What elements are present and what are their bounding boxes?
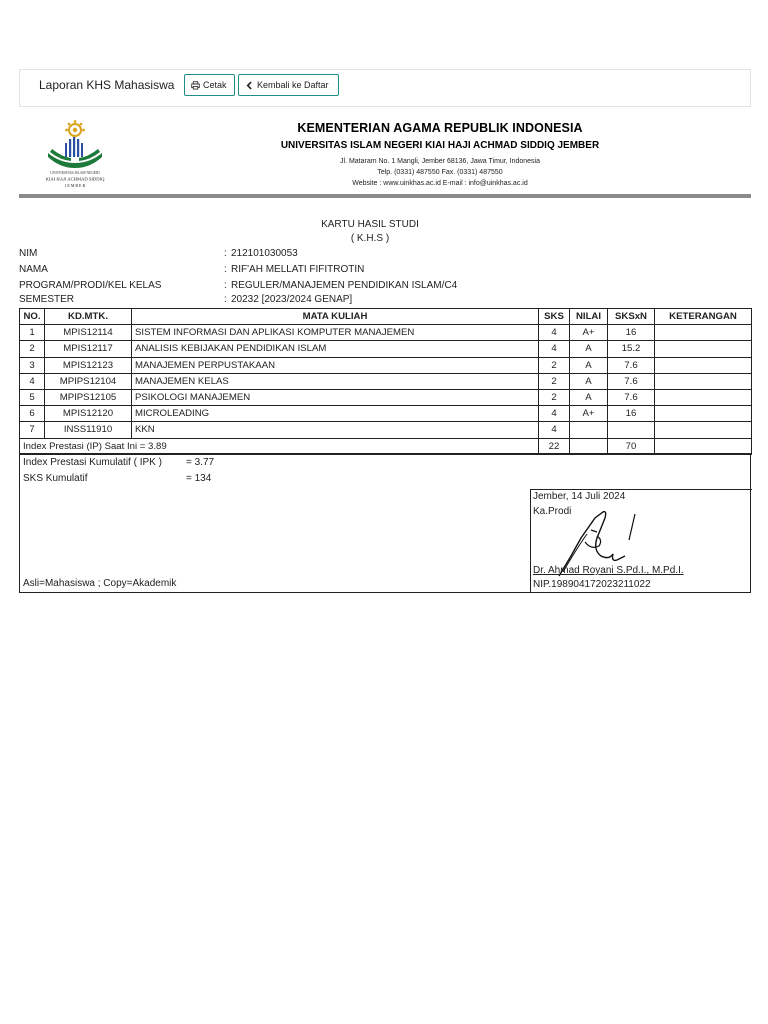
- cell-note: [655, 357, 752, 373]
- cell-no: 4: [20, 373, 45, 389]
- nim-colon: :: [224, 248, 227, 259]
- cell-sks: 2: [539, 389, 570, 405]
- chevron-left-icon: [245, 81, 254, 90]
- ip-semester: Index Prestasi (IP) Saat Ini = 3.89: [20, 438, 539, 454]
- cell-no: 3: [20, 357, 45, 373]
- name-colon: :: [224, 264, 227, 275]
- table-row: [20, 325, 752, 341]
- cell-course: MICROLEADING: [132, 406, 539, 422]
- total-sks: 22: [539, 438, 570, 454]
- signature-role: Ka.Prodi: [533, 506, 572, 517]
- logo-text-line1: UNIVERSITAS ISLAM NEGERI: [50, 171, 100, 175]
- cell-no: 1: [20, 325, 45, 341]
- col-header-note: KETERANGAN: [655, 309, 752, 325]
- signature-box: [530, 489, 752, 593]
- document-title-block: [290, 218, 450, 246]
- cell-sksxn: 7.6: [608, 389, 655, 405]
- sks-cumulative-value: = 134: [186, 473, 212, 484]
- table-row: [20, 406, 752, 422]
- print-button-label: Cetak: [203, 80, 227, 90]
- cell-code: MPIS12123: [45, 357, 132, 373]
- table-header-row: [20, 309, 752, 325]
- cell-no: 6: [20, 406, 45, 422]
- cell-course: MANAJEMEN PERPUSTAKAAN: [132, 357, 539, 373]
- cell-course: ANALISIS KEBIJAKAN PENDIDIKAN ISLAM: [132, 341, 539, 357]
- cell-no: 7: [20, 422, 45, 438]
- cell-grade: A: [570, 341, 608, 357]
- grades-table: [19, 308, 752, 455]
- letterhead: [240, 121, 640, 189]
- copy-note: Asli=Mahasiswa ; Copy=Akademik: [23, 578, 177, 589]
- col-header-no: NO.: [20, 309, 45, 325]
- letterhead-divider: [19, 194, 751, 198]
- cell-grade: [570, 422, 608, 438]
- table-row: [20, 389, 752, 405]
- totals-row: [20, 438, 752, 454]
- signature-place-date: Jember, 14 Juli 2024: [533, 491, 626, 502]
- cell-course: PSIKOLOGI MANAJEMEN: [132, 389, 539, 405]
- cell-sks: 2: [539, 373, 570, 389]
- cell-grade: A: [570, 389, 608, 405]
- cell-code: MPIS12114: [45, 325, 132, 341]
- table-row: [20, 357, 752, 373]
- ipk-label: Index Prestasi Kumulatif ( IPK ): [23, 457, 162, 468]
- university-phone: Telp. (0331) 487550 Fax. (0331) 487550: [377, 169, 503, 176]
- cell-sks: 4: [539, 341, 570, 357]
- table-row: [20, 341, 752, 357]
- cell-sks: 4: [539, 325, 570, 341]
- cell-grade: A: [570, 373, 608, 389]
- table-row: [20, 422, 752, 438]
- cell-sks: 4: [539, 422, 570, 438]
- cell-course: MANAJEMEN KELAS: [132, 373, 539, 389]
- col-header-sks: SKS: [539, 309, 570, 325]
- cell-code: INSS11910: [45, 422, 132, 438]
- table-row: [20, 373, 752, 389]
- ipk-value: = 3.77: [186, 457, 215, 468]
- signatory-name: Dr. Ahmad Royani S.Pd.I., M.Pd.I.: [533, 565, 684, 576]
- semester-colon: :: [224, 294, 227, 305]
- col-header-grade: NILAI: [570, 309, 608, 325]
- document-subtitle: ( K.H.S ): [350, 233, 390, 244]
- name-value: RIF'AH MELLATI FIFITROTIN: [231, 264, 365, 275]
- total-sksxn: 70: [608, 438, 655, 454]
- total-note-empty: [655, 438, 752, 454]
- back-to-list-button[interactable]: [238, 74, 339, 96]
- program-label: PROGRAM/PRODI/KEL KELAS: [19, 280, 162, 291]
- cell-sksxn: 15.2: [608, 341, 655, 357]
- cell-note: [655, 389, 752, 405]
- university-address: Jl. Mataram No. 1 Mangli, Jember 68136, Jawa Timur, Indonesia: [340, 158, 540, 165]
- cell-course: KKN: [132, 422, 539, 438]
- cell-grade: A+: [570, 325, 608, 341]
- col-header-code: KD.MTK.: [45, 309, 132, 325]
- semester-value: 20232 [2023/2024 GENAP]: [231, 294, 353, 305]
- cumulative-summary-box: [19, 453, 751, 593]
- ministry-name: KEMENTERIAN AGAMA REPUBLIK INDONESIA: [297, 121, 583, 135]
- program-colon: :: [224, 280, 227, 291]
- nim-value: 212101030053: [231, 248, 298, 259]
- cell-grade: A: [570, 357, 608, 373]
- print-button[interactable]: [184, 74, 235, 96]
- cell-sksxn: 7.6: [608, 373, 655, 389]
- back-button-label: Kembali ke Daftar: [257, 80, 329, 90]
- col-header-course: MATA KULIAH: [132, 309, 539, 325]
- cell-no: 5: [20, 389, 45, 405]
- cell-course: SISTEM INFORMASI DAN APLIKASI KOMPUTER MANAJEMEN: [132, 325, 539, 341]
- cell-sksxn: [608, 422, 655, 438]
- printer-icon: [191, 81, 200, 90]
- sks-cumulative-label: SKS Kumulatif: [23, 473, 88, 484]
- cell-sks: 2: [539, 357, 570, 373]
- cell-sks: 4: [539, 406, 570, 422]
- cell-note: [655, 341, 752, 357]
- university-website: Website : www.uinkhas.ac.id E-mail : info@uinkhas.ac.id: [352, 180, 528, 187]
- semester-label: SEMESTER: [19, 294, 75, 305]
- nim-label: NIM: [19, 248, 38, 259]
- report-toolbar: [19, 69, 751, 107]
- cell-sksxn: 7.6: [608, 357, 655, 373]
- logo-text-line2: KIAI HAJI ACHMAD SIDDIQ: [45, 176, 105, 182]
- name-label: NAMA: [19, 264, 48, 275]
- document-title: KARTU HASIL STUDI: [321, 219, 419, 230]
- cell-no: 2: [20, 341, 45, 357]
- cell-code: MPIS12117: [45, 341, 132, 357]
- col-header-sksxn: SKSxN: [608, 309, 655, 325]
- cell-note: [655, 373, 752, 389]
- program-value: REGULER/MANAJEMEN PENDIDIKAN ISLAM/C4: [231, 280, 458, 291]
- cell-code: MPIPS12105: [45, 389, 132, 405]
- signatory-nip: NIP.198904172023211022: [533, 579, 651, 590]
- logo-text-line3: J E M B E R: [64, 183, 86, 188]
- cell-grade: A+: [570, 406, 608, 422]
- page-title: Laporan KHS Mahasiswa: [39, 78, 175, 92]
- cell-note: [655, 325, 752, 341]
- cell-sksxn: 16: [608, 325, 655, 341]
- cell-code: MPIS12120: [45, 406, 132, 422]
- cell-code: MPIPS12104: [45, 373, 132, 389]
- cell-note: [655, 406, 752, 422]
- university-logo: [38, 119, 112, 191]
- cell-note: [655, 422, 752, 438]
- cell-sksxn: 16: [608, 406, 655, 422]
- university-name: UNIVERSITAS ISLAM NEGERI KIAI HAJI ACHMAD SIDDIQ JEMBER: [280, 140, 600, 151]
- total-grade-empty: [570, 438, 608, 454]
